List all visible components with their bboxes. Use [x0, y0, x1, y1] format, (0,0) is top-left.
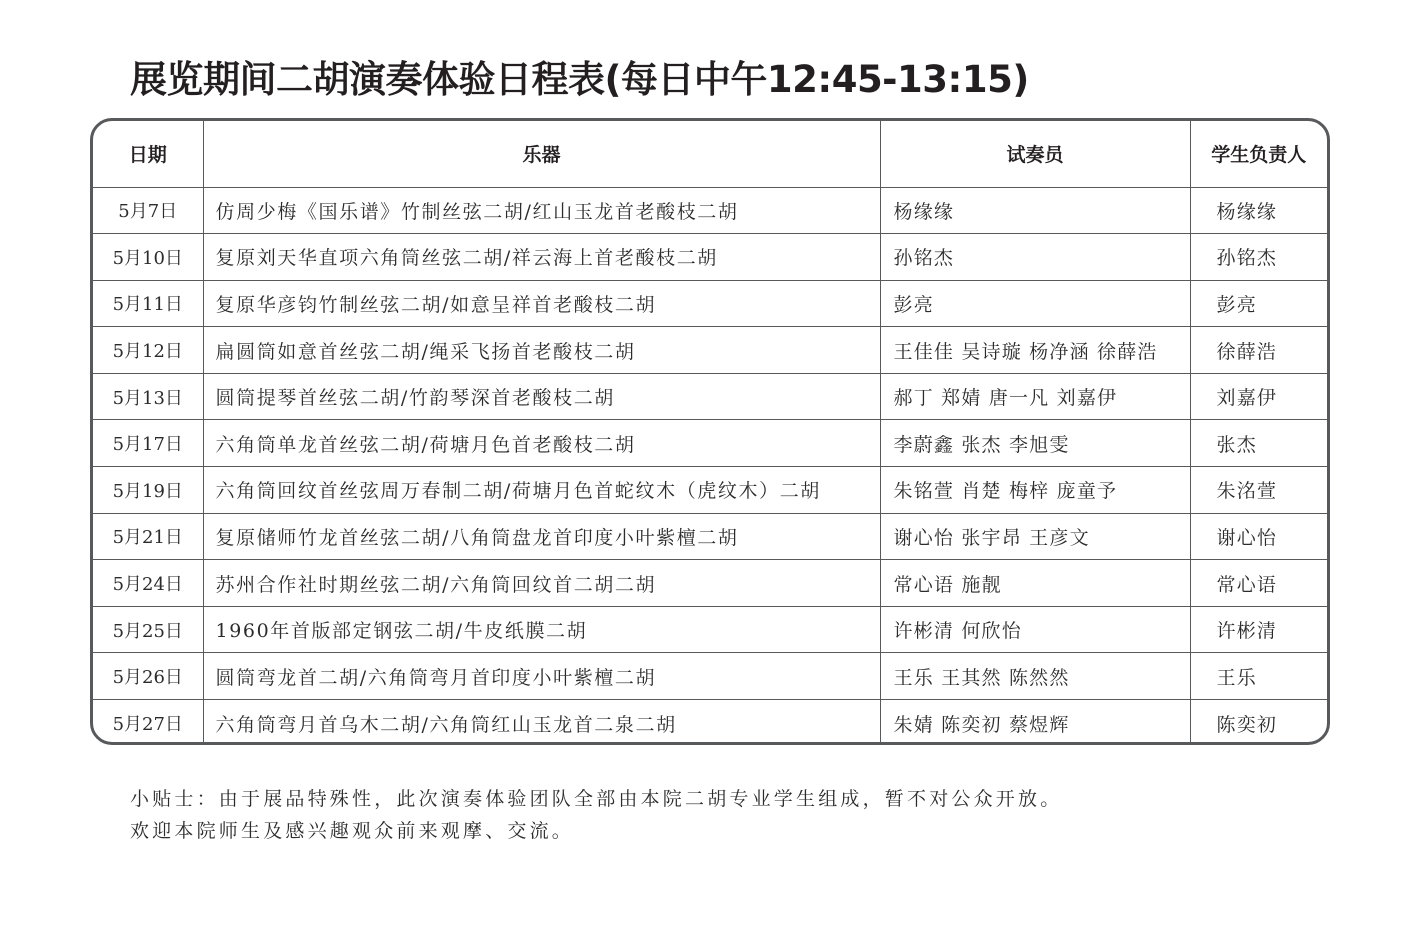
- date-cell: 5月26日: [93, 653, 203, 700]
- lead-cell: 彭亮: [1190, 280, 1327, 327]
- player-cell: 谢心怡 张宇昂 王彦文: [880, 513, 1190, 560]
- lead-cell: 常心语: [1190, 560, 1327, 607]
- player-cell: 常心语 施靓: [880, 560, 1190, 607]
- instrument-cell: 六角筒单龙首丝弦二胡/荷塘月色首老酸枝二胡: [203, 420, 880, 467]
- lead-cell: 王乐: [1190, 653, 1327, 700]
- instrument-cell: 苏州合作社时期丝弦二胡/六角筒回纹首二胡二胡: [203, 560, 880, 607]
- player-cell: 彭亮: [880, 280, 1190, 327]
- date-cell: 5月19日: [93, 467, 203, 514]
- date-cell: 5月25日: [93, 606, 203, 653]
- date-cell: 5月17日: [93, 420, 203, 467]
- table-row: [93, 467, 1327, 514]
- date-cell: 5月24日: [93, 560, 203, 607]
- table-row: [93, 373, 1327, 420]
- header-lead: 学生负责人: [1190, 121, 1327, 187]
- instrument-cell: 扁圆筒如意首丝弦二胡/绳采飞扬首老酸枝二胡: [203, 327, 880, 374]
- lead-cell: 朱洺萱: [1190, 467, 1327, 514]
- instrument-cell: 复原储师竹龙首丝弦二胡/八角筒盘龙首印度小叶紫檀二胡: [203, 513, 880, 560]
- instrument-cell: 仿周少梅《国乐谱》竹制丝弦二胡/红山玉龙首老酸枝二胡: [203, 187, 880, 234]
- player-cell: 王乐 王其然 陈然然: [880, 653, 1190, 700]
- header-instrument: 乐器: [203, 121, 880, 187]
- player-cell: 李蔚鑫 张杰 李旭雯: [880, 420, 1190, 467]
- lead-cell: 刘嘉伊: [1190, 373, 1327, 420]
- table-row: [93, 560, 1327, 607]
- table-row: [93, 234, 1327, 281]
- table-row: [93, 280, 1327, 327]
- table-row: [93, 513, 1327, 560]
- player-cell: 杨缘缘: [880, 187, 1190, 234]
- player-cell: 王佳佳 吴诗璇 杨净涵 徐薛浩: [880, 327, 1190, 374]
- table-row: [93, 606, 1327, 653]
- header-date: 日期: [93, 121, 203, 187]
- table-row: [93, 327, 1327, 374]
- date-cell: 5月27日: [93, 700, 203, 745]
- instrument-cell: 复原华彦钧竹制丝弦二胡/如意呈祥首老酸枝二胡: [203, 280, 880, 327]
- instrument-cell: 六角筒弯月首乌木二胡/六角筒红山玉龙首二泉二胡: [203, 700, 880, 745]
- player-cell: 郝丁 郑婧 唐一凡 刘嘉伊: [880, 373, 1190, 420]
- lead-cell: 张杰: [1190, 420, 1327, 467]
- player-cell: 孙铭杰: [880, 234, 1190, 281]
- lead-cell: 谢心怡: [1190, 513, 1327, 560]
- header-player: 试奏员: [880, 121, 1190, 187]
- table-row: [93, 187, 1327, 234]
- player-cell: 朱婧 陈奕初 蔡煜辉: [880, 700, 1190, 745]
- tips-note: [130, 783, 1330, 847]
- tips-line-1: 小贴士：由于展品特殊性，此次演奏体验团队全部由本院二胡专业学生组成，暂不对公众开放。: [130, 788, 1063, 810]
- schedule-table: [93, 121, 1327, 745]
- instrument-cell: 1960年首版部定钢弦二胡/牛皮纸膜二胡: [203, 606, 880, 653]
- lead-cell: 陈奕初: [1216, 713, 1278, 736]
- lead-cell: 徐薛浩: [1190, 327, 1327, 374]
- schedule-table-frame: [90, 118, 1330, 745]
- instrument-cell: 六角筒回纹首丝弦周万春制二胡/荷塘月色首蛇纹木（虎纹木）二胡: [203, 467, 880, 514]
- table-row: [93, 653, 1327, 700]
- date-cell: 5月10日: [93, 234, 203, 281]
- lead-cell: 杨缘缘: [1190, 187, 1327, 234]
- date-cell: 5月12日: [93, 327, 203, 374]
- instrument-cell: 圆筒提琴首丝弦二胡/竹韵琴深首老酸枝二胡: [203, 373, 880, 420]
- table-row: [93, 700, 1327, 745]
- tips-line-2: 欢迎本院师生及感兴趣观众前来观摩、交流。: [130, 820, 575, 842]
- table-row: [93, 420, 1327, 467]
- instrument-cell: 圆筒弯龙首二胡/六角筒弯月首印度小叶紫檀二胡: [203, 653, 880, 700]
- date-cell: 5月7日: [93, 187, 203, 234]
- lead-cell: 许彬清: [1190, 606, 1327, 653]
- page-title: 展览期间二胡演奏体验日程表(每日中午12:45-13:15): [130, 58, 1029, 101]
- player-cell: 朱铭萱 肖楚 梅梓 庞童予: [880, 467, 1190, 514]
- player-cell: 许彬清 何欣怡: [880, 606, 1190, 653]
- date-cell: 5月11日: [93, 280, 203, 327]
- date-cell: 5月13日: [93, 373, 203, 420]
- lead-cell: 孙铭杰: [1190, 234, 1327, 281]
- table-header-row: [93, 121, 1327, 187]
- instrument-cell: 复原刘天华直项六角筒丝弦二胡/祥云海上首老酸枝二胡: [203, 234, 880, 281]
- date-cell: 5月21日: [93, 513, 203, 560]
